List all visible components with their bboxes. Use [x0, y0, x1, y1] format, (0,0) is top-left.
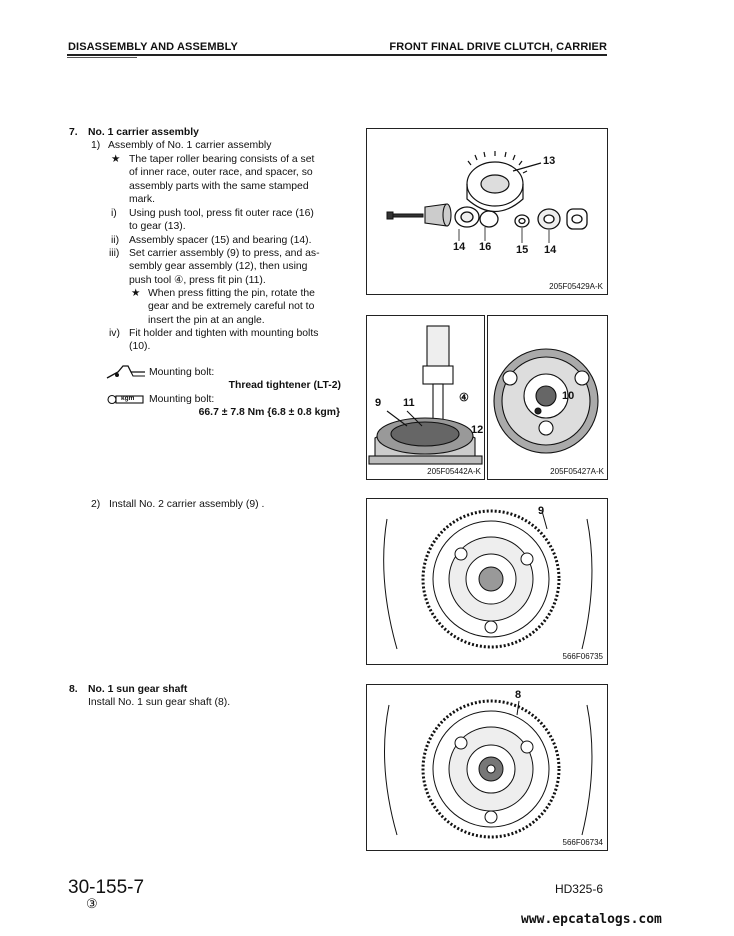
bearing-parts-drawing [367, 129, 607, 294]
holder-bolts-drawing [488, 316, 607, 479]
star-2-icon: ★ [131, 288, 141, 299]
torque-wrench-icon [107, 394, 144, 405]
sun-gear-drawing [367, 685, 607, 850]
section-8-text: Install No. 1 sun gear shaft (8). [88, 697, 231, 708]
mounting-bolt-label-2: Mounting bolt: [149, 394, 215, 405]
step-ii-text: Assembly spacer (15) and bearing (14). [129, 235, 312, 246]
section-8-number: 8. [69, 684, 78, 695]
figure-holder-bolts [487, 315, 608, 480]
watermark-url: www.epcatalogs.com [521, 912, 662, 927]
callout-10: 10 [562, 390, 575, 402]
torque-value: 66.7 ± 7.8 Nm {6.8 ± 0.8 kgm} [198, 407, 340, 418]
header-rule [67, 54, 607, 56]
callout-16: 16 [479, 241, 492, 253]
revision-mark: ③ [86, 896, 98, 911]
star-1-icon: ★ [111, 154, 121, 165]
figure-1-code: 205F05429A-K [549, 282, 603, 291]
step-1-title: Assembly of No. 1 carrier assembly [108, 140, 272, 151]
callout-9b: 9 [538, 505, 545, 517]
section-7-number: 7. [69, 127, 78, 138]
step-iv-number: iv) [109, 328, 120, 339]
callout-8: 8 [515, 689, 522, 701]
torque-icon-text: kgm [121, 395, 135, 402]
figure-5-code: 566F06734 [562, 838, 603, 847]
callout-15: 15 [516, 244, 529, 256]
callout-13: 13 [543, 155, 556, 167]
step-iv-text: Fit holder and tighten with mounting bolts (10). [129, 328, 319, 353]
header-right: FRONT FINAL DRIVE CLUTCH, CARRIER [389, 41, 607, 53]
step-i-text: Using push tool, press fit outer race (16) to gear (13). [129, 208, 314, 233]
star-2-note: When press fitting the pin, rotate the gear and be extremely careful not to insert the pin at an angle. [148, 288, 315, 326]
header-subrule [67, 57, 137, 58]
callout-14a: 14 [453, 241, 466, 253]
step-2-number: 2) [91, 499, 101, 510]
callout-9: 9 [375, 397, 382, 409]
step-ii-number: ii) [111, 235, 120, 246]
callout-push-tool: ④ [459, 392, 469, 404]
callout-14b: 14 [544, 244, 557, 256]
star-1-note: The taper roller bearing consists of a set of inner race, outer race, and spacer, so assembly parts with the same stamped mark. [129, 154, 315, 206]
figure-3-code: 205F05427A-K [550, 467, 604, 476]
step-iii-number: iii) [109, 248, 120, 259]
section-8-title: No. 1 sun gear shaft [88, 684, 188, 695]
figure-carrier-2 [366, 498, 608, 665]
figure-2-code: 205F05442A-K [427, 467, 481, 476]
step-i-number: i) [111, 208, 117, 219]
step-1-number: 1) [91, 140, 101, 151]
figure-bearing-exploded [366, 128, 608, 295]
thread-tightener-value: Thread tightener (LT-2) [228, 380, 341, 391]
section-7-title: No. 1 carrier assembly [88, 127, 199, 138]
model-number: HD325-6 [554, 882, 603, 896]
header-left: DISASSEMBLY AND ASSEMBLY [68, 41, 238, 53]
step-2-text: Install No. 2 carrier assembly (9) . [109, 499, 265, 510]
mounting-bolt-label-1: Mounting bolt: [149, 367, 215, 378]
callout-12: 12 [471, 424, 484, 436]
page-number: 30-155-7 [68, 877, 145, 898]
step-iii-text: Set carrier assembly (9) to press, and as- sembly gear assembly (12), then using push tool ④, press fit pin (11). [129, 248, 320, 286]
figure-sun-gear [366, 684, 608, 851]
callout-11: 11 [403, 397, 415, 409]
figure-4-code: 566F06735 [562, 652, 603, 661]
figure-press-fit [366, 315, 485, 480]
thread-tightener-icon [106, 364, 146, 380]
carrier-2-drawing [367, 499, 607, 664]
